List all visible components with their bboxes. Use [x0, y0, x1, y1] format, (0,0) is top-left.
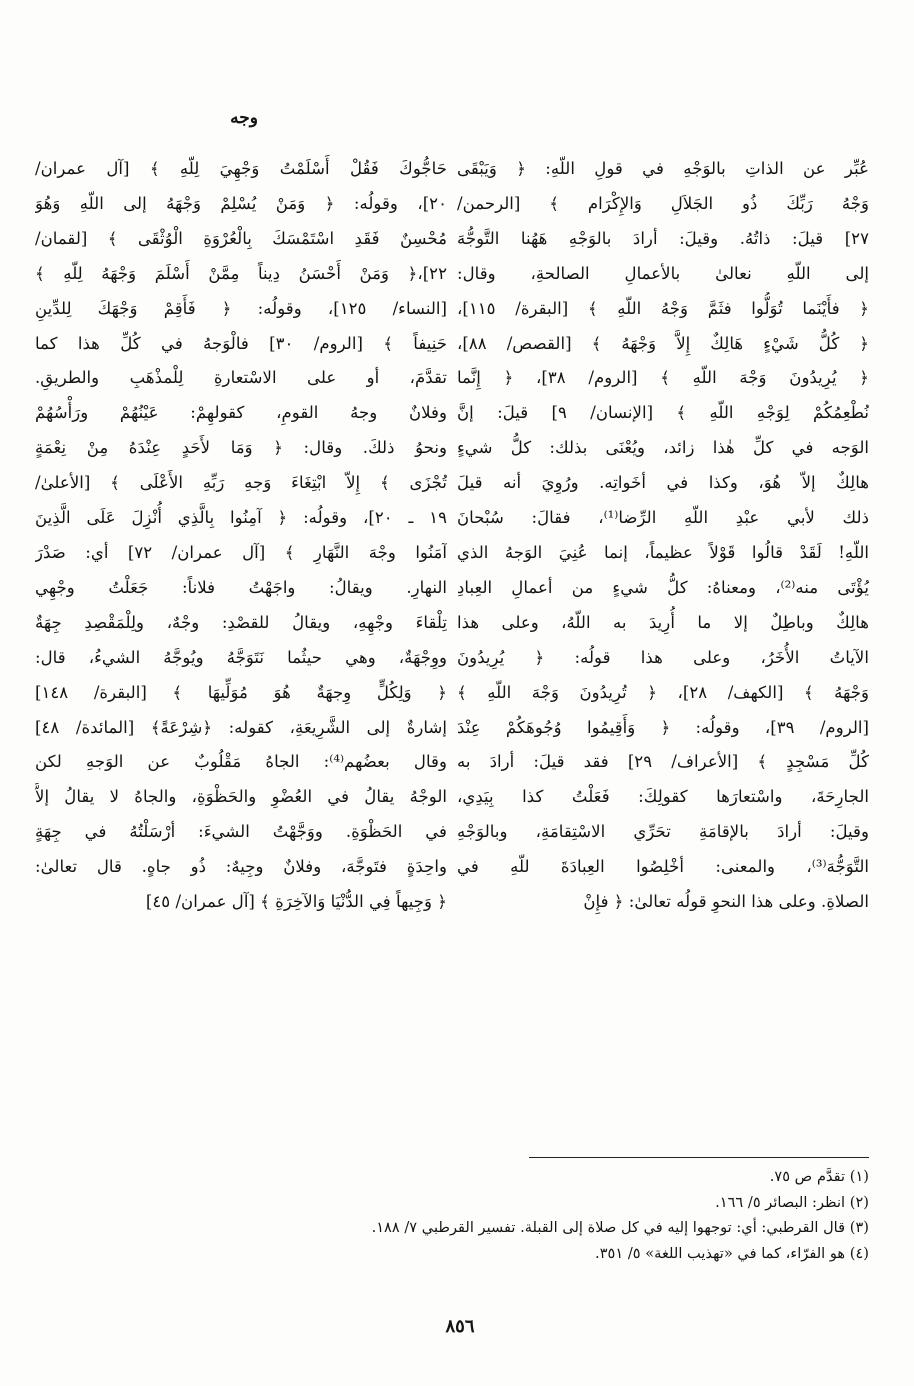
- right-column-line: ﴿ كُلُّ شَيْءٍ هَالِكٌ إِلاَّ وَجْهَهُ ﴾ [القصص/ ٨٨]،: [457, 333, 869, 353]
- right-column-line: هالِكٌ وباطِلٌ إلا ما أُرِيدَ به اللّهُ، وعلى هذا: [457, 612, 869, 632]
- footnote-item: (٢) انظر: البصائر ٥/ ١٦٦.: [715, 1193, 869, 1211]
- right-column-line: الآياتُ الأُخَرُ، وعلى هذا قولُه: ﴿ يُرِيدُونَ: [457, 647, 869, 667]
- left-column-line: إشارةٌ إلى الشَّرِيعَةِ، كقوله: ﴿شِرْعَةً﴾ [المائدة/ ٤٨]: [35, 717, 447, 737]
- page-number: ٨٥٦: [445, 1316, 475, 1337]
- footnote-item: (٤) هو الفرّاء، كما في «تهذيب اللغة» ٥/ ٣٥١.: [595, 1244, 869, 1262]
- left-column-line: ٢٢]،﴿ وَمَنْ أَحْسَنُ دِيناً مِمَّنْ أَسْلَمَ وَجْهَهُ لِلّهِ ﴾: [35, 263, 447, 283]
- left-column-line: واحِدَةٍ فتَوجَّهَ، وفلانٌ وجِيهٌ: ذُو جاهٍ. قال تعالىٰ:: [35, 857, 447, 877]
- right-column-line: الوَجه في كلِّ هٰذا زائد، ويُعْنَى بذلك: كلُّ شيءٍ: [457, 438, 869, 458]
- right-column-line: ٢٧] قيلَ: ذاتُهُ. وقيلَ: أرادَ بالوَجْهِ هَهُنا التَّوجُّهَ: [457, 228, 869, 248]
- right-column-line: إلى اللّهِ نعالىٰ بالأعمالِ الصالحةِ، وقال:: [457, 263, 869, 283]
- footnote-item: (٣) قال القرطبي: أي: توجهوا إليه في كل صلاة إلى القبلة. تفسير القرطبي ٧/ ١٨٨.: [371, 1219, 869, 1236]
- left-column-line: ووِجْهَةٌ، وهي حيثُما نَتَوَجَّهُ ويُوجَّهُ الشيءُ، قال:: [35, 647, 447, 667]
- left-column-line: الوجْهُ يقالُ في العُضْوِ والحَظْوَةِ، والجاهُ لا يقالُ إلاَّ: [35, 787, 447, 807]
- left-column-line: وقال بعضُهم⁽⁴⁾: الجاهُ مَقْلُوبٌ عن الوَجهِ لكن: [35, 752, 447, 772]
- right-column-line: ذلك لأبي عبْدِ اللّهِ الرِّضا⁽¹⁾، فقالَ: سُبْحانَ: [457, 508, 869, 528]
- right-column-line: ﴿ فأَيْنَما تُوَلُّوا فثَمَّ وَجْهُ اللّهِ ﴾ [البقرة/ ١١٥]،: [457, 298, 869, 318]
- right-column-line: وَجْهُ رَبِّكَ ذُو الجَلاَلِ وَالإِكْرَام ﴾ [الرحمن/: [457, 193, 869, 213]
- left-text-column: [35, 152, 447, 920]
- right-column-line: [الروم/ ٣٩]، وقولُه: ﴿ وَأَقِيمُوا وُجُوهَكُمْ عِنْدَ: [457, 717, 869, 737]
- footnote-item: (١) تقدَّم ص ٧٥.: [769, 1168, 869, 1185]
- left-column-line: النهارِ. ويقالُ: واجَهْتُ فلاناً: جَعَلْتُ وجْهِي: [35, 577, 447, 597]
- right-column-line: عُبِّر عن الذاتِ بالوَجْهِ في قولِ اللّهِ: ﴿ وَيَبْقَى: [457, 159, 869, 178]
- right-column-line: وَجْهَهُ ﴾ [الكهف/ ٢٨]، ﴿ تُرِيدُونَ وَجْهَ اللّهِ ﴾: [457, 682, 869, 702]
- left-column-line: تقدَّمَ، أو على الاسْتعارةِ لِلْمذْهَبِ والطريقِ.: [35, 368, 447, 388]
- right-column-line: الجارِحَةَ، واسْتعارَها كقولِكَ: فَعَلْتُ كذا بِيَدِي،: [457, 787, 869, 807]
- page-header-title: وجه: [230, 108, 258, 128]
- right-column-line: نُطْعِمُكُمْ لِوَجْهِ اللّهِ ﴾ [الإنسان/ ٩] قيلَ: إنَّ: [457, 403, 869, 423]
- left-column-line: وفلانٌ وجهُ القومِ، كقولهِمْ: عَيْنُهُمْ ورَأْسُهُمْ: [35, 403, 447, 423]
- left-column-line: تُجْزَى ﴾ إِلاّ ابْتِغَاءَ وَجهِ رَبِّهِ الأَعْلَى ﴾ [الأعلىٰ/: [35, 473, 447, 493]
- left-column-line: حَنِيفاً ﴾ [الروم/ ٣٠] فالْوَجهُ في كُلِّ هذا كما: [35, 333, 447, 353]
- left-column-line: تِلْقاءَ وجْهِهِ، ويقالُ للقصْدِ: وجْهٌ، ولِلْمَقْصِدِ جِهَةٌ: [35, 612, 447, 632]
- right-column-line: هالِكٌ إلاّ هُوَ، وكذا في أخَواتِه. ورُوِيَ أنه قيلَ: [457, 473, 869, 493]
- right-column-line: وقيلَ: أرادَ بالإقامَةِ تحَرِّي الاسْتِقامَةِ، وبالوَجْهِ: [457, 822, 869, 842]
- left-column-line: في الحَظْوَةِ. ووَجَّهْتُ الشيءَ: أرْسَلْتُهُ في جِهَةٍ: [35, 822, 447, 842]
- left-column-line: ١٩ ـ ٢٠]، وقولُه: ﴿ آمِنُوا بِالَّذِي أُنْزِلَ عَلَى الَّذِينَ: [35, 508, 447, 528]
- left-column-line: آمَنُوا وجْهَ النَّهَارِ ﴾ [آل عمران/ ٧٢] أي: صَدْرَ: [35, 542, 447, 562]
- right-column-line: ﴿ يُرِيدُونَ وَجْهَ اللّهِ ﴾ [الروم/ ٣٨]، ﴿ إِنَّما: [457, 368, 869, 388]
- right-column-line: التَّوَجُّهَ⁽³⁾، والمعنى: أخْلِصُوا العِبادَةَ للّهِ في: [457, 857, 869, 877]
- right-text-column: [457, 152, 869, 920]
- right-column-line: كُلِّ مَسْجِدٍ ﴾ [الأعراف/ ٢٩] فقد قيلَ: أرادَ به: [457, 752, 869, 772]
- right-column-line: اللّهِ! لَقَدْ قالُوا قَوْلاً عظيماً، إنما عُنِيَ الوَجهُ الذي: [457, 542, 869, 562]
- left-column-line: ﴿ وَلِكُلٍّ وِجهَةٌ هُوَ مُوَلِّيهَا ﴾ [البقرة/ ١٤٨]: [35, 682, 447, 702]
- left-column-line: مُحْسِنٌ فَقَدِ اسْتَمْسَكَ بِالْعُرْوَةِ الْوُثْقَى ﴾ [لقمان/: [35, 228, 447, 248]
- left-column-line: [النساء/ ١٢٥]، وقولُه: ﴿ فَأَقِمْ وَجْهَكَ لِلدِّينِ: [35, 298, 447, 318]
- footnotes: [39, 1164, 869, 1266]
- right-column-line: يُؤْتَى منه⁽²⁾، ومعناهُ: كلُّ شيءٍ من أعمالِ العِبادِ: [457, 577, 869, 597]
- left-column-line: ونحوُ ذلكَ. وقال: ﴿ وَمَا لأَحَدٍ عِنْدَهُ مِنْ نِعْمَةٍ: [35, 438, 447, 458]
- footnote-separator: [529, 1157, 869, 1158]
- left-column-line: ﴿ وَجِيهاً فِي الدُّنْيَا وَالآخِرَةِ ﴾ [آل عمران/ ٤٥]: [145, 892, 447, 912]
- left-column-line: حَاجُّوكَ فَقُلْ أَسْلَمْتُ وَجْهِيَ لِلّهِ ﴾ [آل عمران/: [35, 159, 447, 178]
- left-column-line: ٢٠]، وقولُه: ﴿ وَمَنْ يُسْلِمْ وَجْهَهُ إلى اللّهِ وَهُوَ: [35, 193, 447, 213]
- right-column-line: الصلاةِ. وعلى هذا النحوِ قولُه تعالىٰ: ﴿ فإِنْ: [583, 892, 869, 912]
